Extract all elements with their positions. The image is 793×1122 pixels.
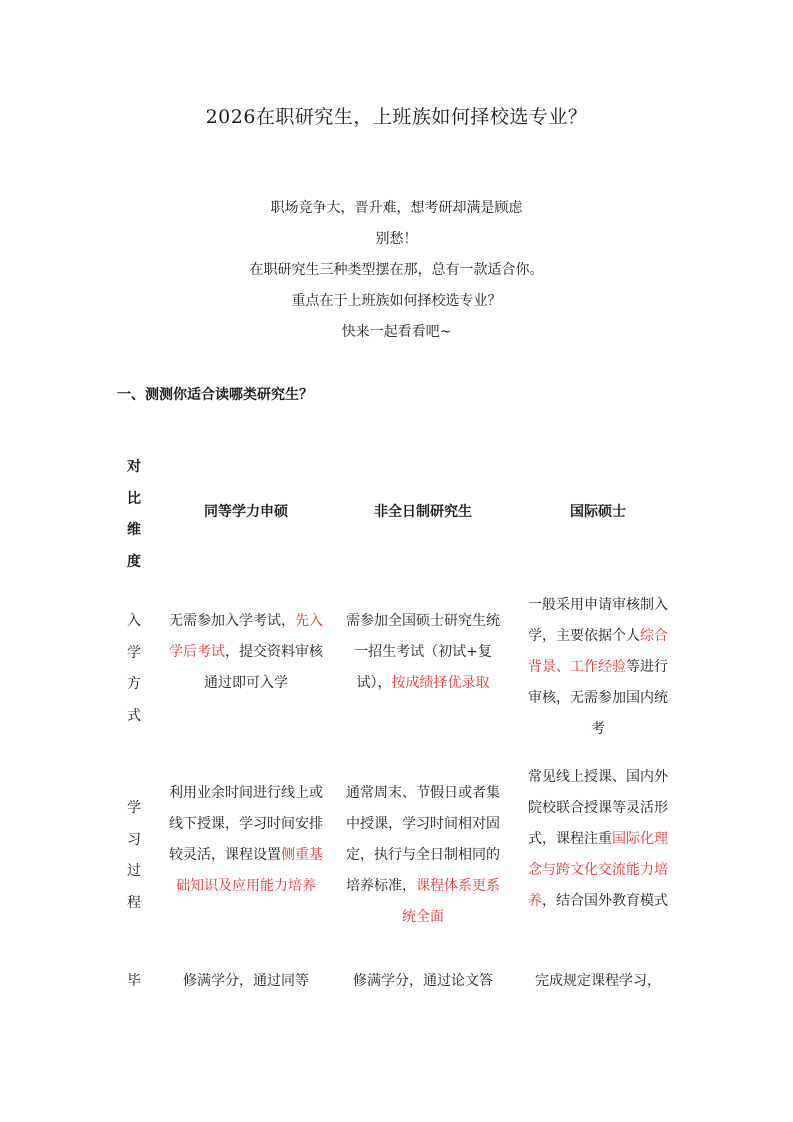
cell-text: ，结合国外教育模式: [542, 893, 668, 909]
row-dimension-graduation: 毕: [127, 973, 141, 989]
intro-line: 在职研究生三种类型摆在那，总有一款适合你。: [249, 262, 544, 278]
header-col-international: 国际硕士: [570, 504, 626, 520]
cell-highlight: 先入学后考试: [169, 613, 323, 660]
intro-line: 职场竞争大，晋升难，想考研却满是顾虑: [270, 200, 523, 216]
cell-graduation-international: 完成规定课程学习，: [535, 973, 661, 989]
intro-line: 重点在于上班族如何择校选专业？: [291, 293, 502, 309]
cell-highlight: 侧重基础知识及应用能力培养: [176, 847, 323, 894]
row-dimension-admission: 入学方式: [127, 613, 141, 724]
cell-graduation-parttime: 修满学分，通过论文答: [353, 973, 493, 989]
cell-admission-parttime: [344, 606, 502, 699]
cell-graduation-equivalent: 修满学分，通过同等: [183, 973, 309, 989]
intro-line: 别愁！: [375, 231, 418, 247]
cell-highlight: 课程体系更系统全面: [402, 878, 500, 925]
header-col-parttime: 非全日制研究生: [374, 504, 472, 520]
cell-text: 需参加全国硕士研究生统一招生考试（初试+复试），: [346, 613, 500, 691]
cell-admission-equivalent: [168, 606, 324, 699]
cell-study-parttime: [344, 778, 502, 933]
row-dimension-study: 学习过程: [127, 800, 141, 911]
cell-study-equivalent: [168, 778, 324, 902]
cell-text: ，提交资料审核通过即可入学: [204, 644, 323, 691]
cell-text: 无需参加入学考试，: [169, 613, 295, 629]
cell-text: 利用业余时间进行线上或线下授课，学习时间安排较灵活，课程设置: [169, 785, 323, 863]
header-col-equivalent: 同等学力申硕: [204, 504, 288, 520]
page-title: 2026在职研究生，上班族如何择校选专业？: [205, 106, 588, 128]
cell-text: 等进行审核，无需参加国内统考: [528, 659, 668, 737]
cell-admission-international: [522, 590, 674, 745]
intro-block: [0, 196, 793, 351]
cell-study-international: [522, 762, 674, 917]
cell-highlight: 综合背景、工作经验: [528, 628, 668, 675]
section-heading: 一、测测你适合读哪类研究生？: [117, 387, 313, 403]
cell-text: 常见线上授课、国内外院校联合授课等灵活形式，课程注重: [528, 769, 668, 847]
cell-highlight: 国际化理念与跨文化交流能力培养: [528, 831, 668, 909]
header-dimension: 对比维度: [127, 459, 141, 570]
intro-line: 快来一起看看吧~: [341, 324, 452, 340]
cell-text: 一般采用申请审核制入学，主要依据个人: [528, 597, 668, 644]
cell-text: 通常周末、节假日或者集中授课，学习时间相对固定，执行与全日制相同的培养标准，: [346, 785, 500, 894]
cell-highlight: 按成绩择优录取: [391, 675, 490, 691]
